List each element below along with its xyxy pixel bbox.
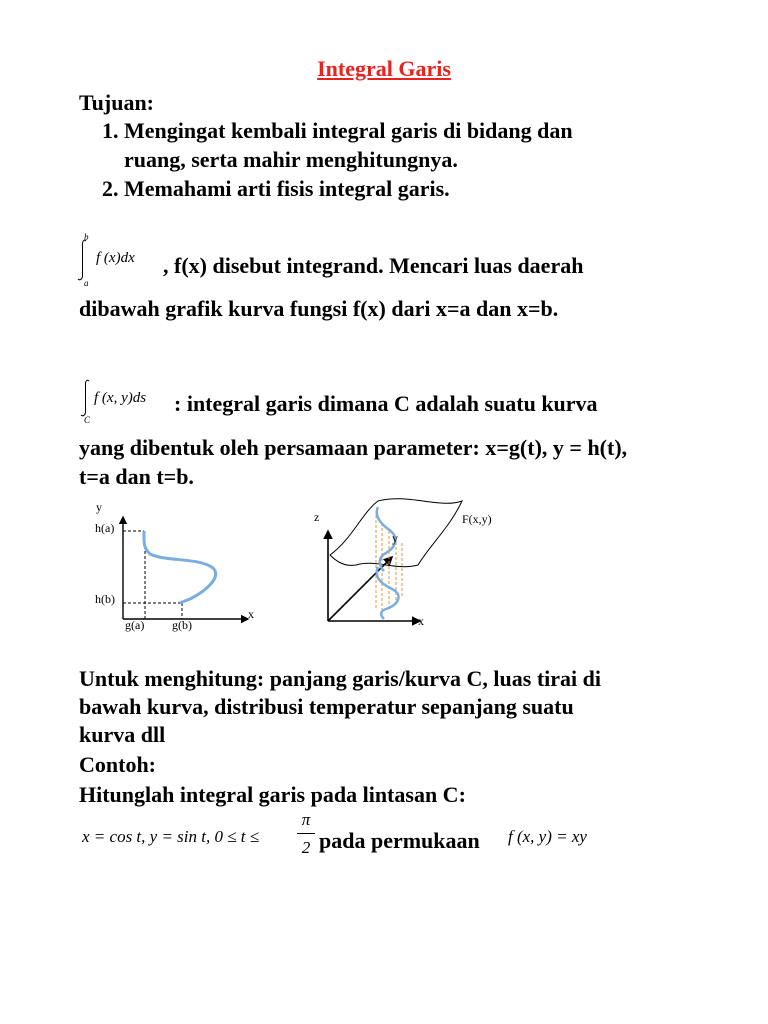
tujuan-item-1-line1: Mengingat kembali integral garis di bidang dan <box>124 118 573 143</box>
x-axis-label: x <box>248 607 254 621</box>
projected-curve <box>377 567 399 619</box>
usage-line-2: bawah kurva, distribusi temperatur sepanjang suatu <box>79 694 574 719</box>
ga-label: g(a) <box>125 618 145 632</box>
integral-2-lower-limit: C <box>84 415 91 425</box>
integral-1-text-line1: , f(x) disebut integrand. Mencari luas daerah <box>163 253 584 278</box>
integral-2-text-line2: yang dibentuk oleh persamaan parameter: x=g(t), y = h(t), <box>79 435 628 460</box>
page-title: Integral Garis <box>317 56 451 81</box>
usage-line-3: kurva dll <box>79 722 166 747</box>
integral-2-integrand: f (x, y)ds <box>94 390 147 406</box>
integral-1-integrand: f (x)dx <box>96 250 135 266</box>
y-axis-3d-label: y <box>392 531 398 545</box>
integral-1-upper-limit: b <box>84 232 89 242</box>
integral-1-text-line2: dibawah grafik kurva fungsi f(x) dari x=a dan x=b. <box>79 296 559 321</box>
tujuan-item-2-line1: Memahami arti fisis integral garis. <box>124 176 450 201</box>
contoh-heading: Contoh: <box>79 752 157 777</box>
usage-line-1: Untuk menghitung: panjang garis/kurva C, luas tirai di <box>79 666 601 691</box>
x-axis-3d-label: x <box>418 614 424 628</box>
fraction-bar <box>297 833 315 834</box>
gb-label: g(b) <box>172 618 192 632</box>
parameter-equation: x = cos t, y = sin t, 0 ≤ t ≤ <box>82 827 260 846</box>
integral-sign-2 <box>79 378 93 418</box>
tujuan-item-1-number: 1. <box>102 118 119 143</box>
figure-2d-curve <box>88 495 273 640</box>
ha-label: h(a) <box>95 521 115 535</box>
z-axis-label: z <box>314 510 320 524</box>
tujuan-item-1-line2: ruang, serta mahir menghitungnya. <box>124 147 458 172</box>
surface-equation: f (x, y) = xy <box>508 827 587 846</box>
integral-2-text-line1: : integral garis dimana C adalah suatu kurva <box>174 391 598 416</box>
tujuan-item-2-number: 2. <box>102 176 119 201</box>
hb-label: h(b) <box>95 592 115 606</box>
tujuan-heading: Tujuan: <box>79 90 155 115</box>
fraction-numerator: π <box>301 810 311 829</box>
contoh-question: Hitunglah integral garis pada lintasan C: <box>79 782 466 807</box>
integral-sign-1 <box>76 238 90 282</box>
fraction-denominator: 2 <box>301 838 311 857</box>
integral-1-lower-limit: a <box>84 278 89 288</box>
figure-3d-surface <box>300 495 510 630</box>
integral-2-text-line3: t=a dan t=b. <box>79 464 194 489</box>
surface-phrase: pada permukaan <box>319 828 480 853</box>
curve-c <box>144 531 216 603</box>
y-axis-label: y <box>96 500 102 514</box>
surface-label: F(x,y) <box>462 512 492 526</box>
